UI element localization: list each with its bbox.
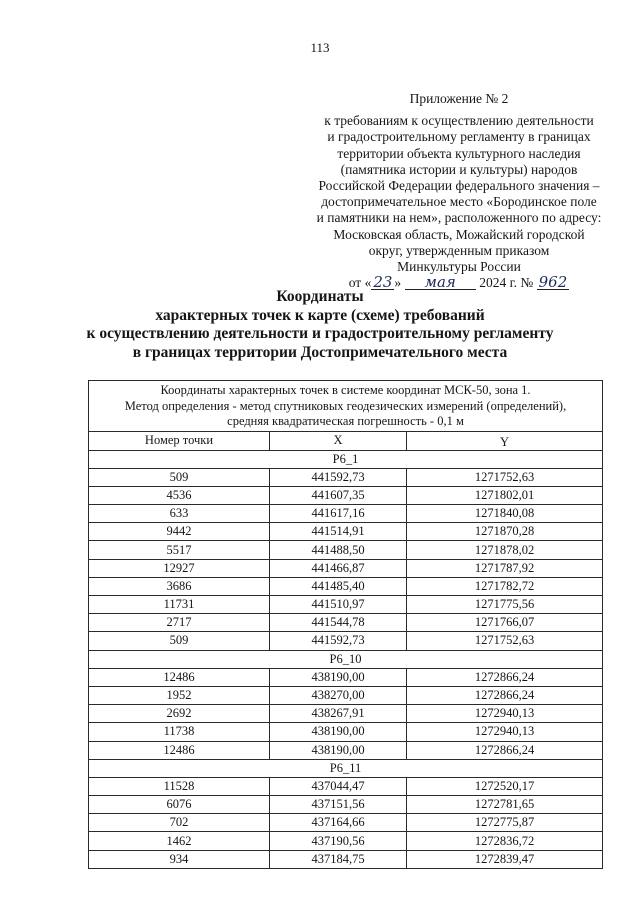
cell-point-number: 5517 xyxy=(89,541,270,559)
cell-point-number: 3686 xyxy=(89,577,270,595)
order-number: 962 xyxy=(538,273,568,292)
cell-x: 437164,66 xyxy=(270,814,407,832)
table-description xyxy=(89,381,603,432)
table-row xyxy=(89,814,603,832)
column-header-point: Номер точки xyxy=(89,431,270,450)
cell-x: 438190,00 xyxy=(270,741,407,759)
order-month: мая xyxy=(405,275,476,290)
title-line: Координаты xyxy=(276,288,364,305)
title-line: характерных точек к карте (схеме) требований xyxy=(155,306,485,324)
cell-y: 1271870,28 xyxy=(407,523,603,541)
description-line: Метод определения - метод спутниковых геодезических измерений (определений), xyxy=(124,398,567,413)
section-header-row xyxy=(89,759,603,777)
cell-y: 1272940,13 xyxy=(407,705,603,723)
cell-point-number: 2717 xyxy=(89,614,270,632)
cell-y: 1271787,92 xyxy=(407,559,603,577)
coordinates-table xyxy=(88,380,603,869)
section-header-row xyxy=(89,450,603,468)
cell-point-number: 4536 xyxy=(89,486,270,504)
description-line: средняя квадратическая погрешность - 0,1 м xyxy=(227,414,464,428)
section-header-row xyxy=(89,650,603,668)
cell-x: 438270,00 xyxy=(270,686,407,704)
appendix-line: Московская область, Можайский городской xyxy=(333,226,585,242)
table-row xyxy=(89,632,603,650)
column-header-y: Y xyxy=(407,431,603,450)
cell-y: 1271775,56 xyxy=(407,596,603,614)
appendix-line: и памятники на нем», расположенного по адресу: xyxy=(316,210,602,226)
table-row xyxy=(89,468,603,486)
cell-point-number: 11528 xyxy=(89,777,270,795)
cell-y: 1271766,07 xyxy=(407,614,603,632)
cell-x: 438267,91 xyxy=(270,705,407,723)
appendix-line: достопримечательное место «Бородинское поле xyxy=(321,194,597,210)
title-line: в границах территории Достопримечательного места xyxy=(132,343,508,361)
cell-point-number: 1462 xyxy=(89,832,270,850)
cell-y: 1271782,72 xyxy=(407,577,603,595)
description-line: Координаты характерных точек в системе координат МСК-50, зона 1. xyxy=(160,383,531,397)
table-row xyxy=(89,850,603,868)
column-header-x: X xyxy=(270,431,407,450)
cell-x: 437044,47 xyxy=(270,777,407,795)
cell-point-number: 509 xyxy=(89,468,270,486)
cell-y: 1272866,24 xyxy=(407,686,603,704)
cell-x: 441510,97 xyxy=(270,596,407,614)
table-row xyxy=(89,777,603,795)
cell-x: 441485,40 xyxy=(270,577,407,595)
cell-y: 1272839,47 xyxy=(407,850,603,868)
cell-y: 1272866,24 xyxy=(407,668,603,686)
appendix-line: и градостроительному регламенту в границах xyxy=(327,129,591,145)
appendix-line: Российской Федерации федерального значения – xyxy=(318,178,600,194)
table-row xyxy=(89,832,603,850)
cell-x: 441544,78 xyxy=(270,614,407,632)
cell-point-number: 12927 xyxy=(89,559,270,577)
cell-y: 1272520,17 xyxy=(407,777,603,795)
cell-y: 1271802,01 xyxy=(407,486,603,504)
table-row xyxy=(89,486,603,504)
order-year: 2024 г. № xyxy=(479,275,534,291)
cell-x: 441466,87 xyxy=(270,559,407,577)
cell-x: 438190,00 xyxy=(270,668,407,686)
section-name: Р6_11 xyxy=(89,759,603,777)
section-name: Р6_1 xyxy=(89,450,603,468)
table-row xyxy=(89,705,603,723)
table-row xyxy=(89,577,603,595)
appendix-line: к требованиям к осуществлению деятельности xyxy=(324,113,594,129)
cell-x: 438190,00 xyxy=(270,723,407,741)
table-row xyxy=(89,668,603,686)
table-row xyxy=(89,596,603,614)
cell-y: 1271752,63 xyxy=(407,632,603,650)
page-number: 113 xyxy=(310,40,330,55)
cell-point-number: 12486 xyxy=(89,668,270,686)
order-quote-close: » xyxy=(394,275,402,291)
appendix-block xyxy=(310,91,608,291)
appendix-title: Приложение № 2 xyxy=(409,91,509,106)
section-name: Р6_10 xyxy=(89,650,603,668)
cell-point-number: 1952 xyxy=(89,686,270,704)
appendix-line: Минкультуры России xyxy=(397,259,521,275)
table-header-row xyxy=(89,431,603,450)
table-row xyxy=(89,541,603,559)
cell-point-number: 633 xyxy=(89,505,270,523)
cell-point-number: 702 xyxy=(89,814,270,832)
cell-y: 1272940,13 xyxy=(407,723,603,741)
order-day: 23 xyxy=(373,273,393,292)
cell-point-number: 11738 xyxy=(89,723,270,741)
order-prefix: от « xyxy=(348,275,372,291)
cell-x: 437151,56 xyxy=(270,796,407,814)
cell-point-number: 12486 xyxy=(89,741,270,759)
cell-x: 441592,73 xyxy=(270,468,407,486)
cell-point-number: 934 xyxy=(89,850,270,868)
cell-point-number: 509 xyxy=(89,632,270,650)
document-title xyxy=(0,288,640,362)
table-row xyxy=(89,523,603,541)
table-description-row xyxy=(89,381,603,432)
appendix-line: округ, утвержденным приказом xyxy=(368,242,550,258)
cell-x: 441514,91 xyxy=(270,523,407,541)
cell-point-number: 2692 xyxy=(89,705,270,723)
cell-x: 437190,56 xyxy=(270,832,407,850)
cell-x: 441592,73 xyxy=(270,632,407,650)
cell-y: 1271840,08 xyxy=(407,505,603,523)
appendix-line: территории объекта культурного наследия xyxy=(337,145,581,161)
cell-y: 1271752,63 xyxy=(407,468,603,486)
cell-x: 441617,16 xyxy=(270,505,407,523)
cell-y: 1272866,24 xyxy=(407,741,603,759)
cell-point-number: 9442 xyxy=(89,523,270,541)
table-row xyxy=(89,505,603,523)
table-row xyxy=(89,614,603,632)
cell-x: 437184,75 xyxy=(270,850,407,868)
cell-y: 1272781,65 xyxy=(407,796,603,814)
table-row xyxy=(89,741,603,759)
cell-y: 1271878,02 xyxy=(407,541,603,559)
appendix-line: (памятника истории и культуры) народов xyxy=(340,161,578,177)
cell-point-number: 6076 xyxy=(89,796,270,814)
cell-y: 1272775,87 xyxy=(407,814,603,832)
cell-point-number: 11731 xyxy=(89,596,270,614)
cell-x: 441607,35 xyxy=(270,486,407,504)
title-line: к осуществлению деятельности и градостроительному регламенту xyxy=(86,325,554,342)
table-row xyxy=(89,723,603,741)
table-row xyxy=(89,796,603,814)
cell-x: 441488,50 xyxy=(270,541,407,559)
table-row xyxy=(89,686,603,704)
table-row xyxy=(89,559,603,577)
cell-y: 1272836,72 xyxy=(407,832,603,850)
